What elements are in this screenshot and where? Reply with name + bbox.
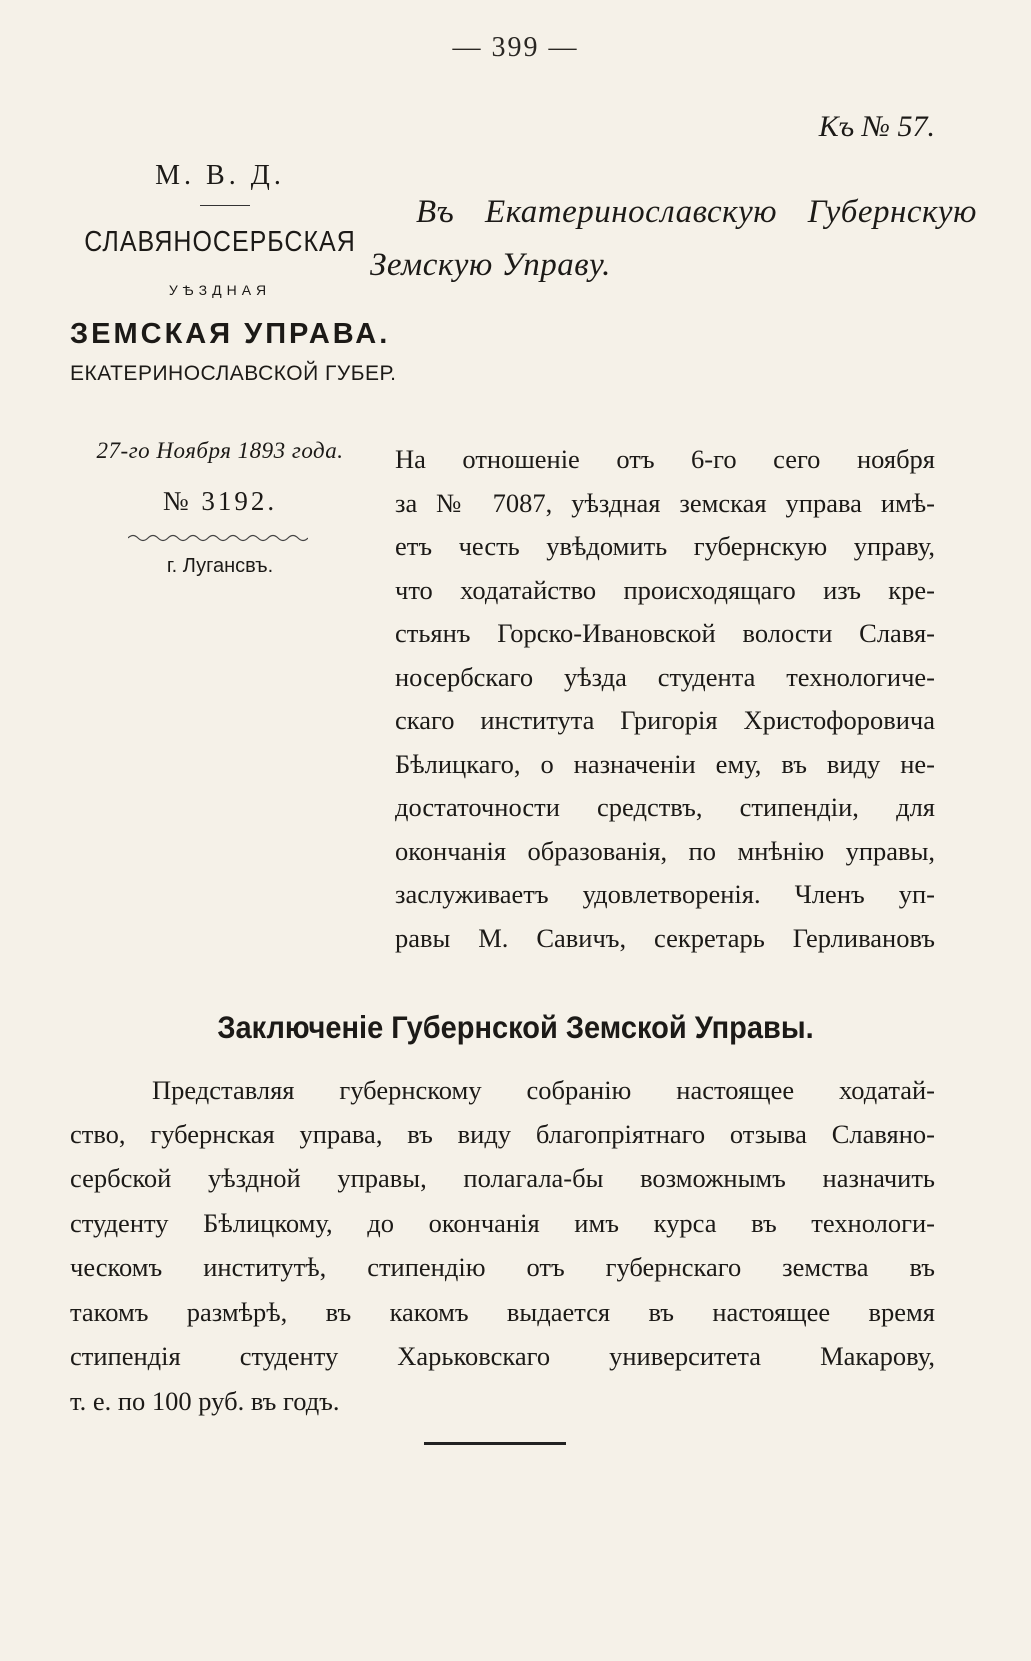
letter-line: что ходатайство происходящаго изъ кре- <box>395 574 935 605</box>
letter-line: етъ честь увѣдомить губернскую управу, <box>395 531 935 561</box>
conclusion-line: студенту Бѣлицкому, до окончанія имъ курса въ технологи- <box>70 1207 935 1238</box>
letter-line: носербскаго уѣзда студента технологиче- <box>395 661 935 692</box>
page-number: — 399 — <box>452 32 579 63</box>
letter-line: за № 7087, уѣздная земская управа имѣ- <box>395 487 935 518</box>
ministry-abbreviation: М. В. Д. <box>155 160 285 191</box>
addressee-line-1: Въ Екатеринославскую Губернскую <box>416 194 977 230</box>
reference-number: Къ № 57. <box>818 110 935 143</box>
letter-body <box>395 438 935 960</box>
conclusion-line: стипендія студенту Харьковскаго университета Макарову, <box>70 1341 935 1371</box>
conclusion-line: т. е. по 100 руб. въ годъ. <box>70 1385 340 1416</box>
conclusion-line: Представляя губернскому собранію настоящее ходатай- <box>152 1075 935 1105</box>
letter-line: На отношеніе отъ 6-го сего ноября <box>395 444 935 474</box>
conclusion-line: ство, губернская управа, въ виду благопріятнаго отзыва Славяно- <box>70 1118 935 1149</box>
conclusion-body <box>70 1068 935 1423</box>
conclusion-title: Заключеніе Губернской Земской Управы. <box>217 1010 814 1046</box>
letter-date: 27-го Ноября 1893 года. <box>96 438 344 463</box>
letter-line: скаго института Григорія Христофоровича <box>395 705 935 735</box>
letter-line: достаточности средствъ, стипендіи, для <box>395 792 935 822</box>
conclusion-line: такомъ размѣрѣ, въ какомъ выдается въ настоящее время <box>70 1296 935 1327</box>
divider-rule <box>200 205 250 206</box>
board-name: ЗЕМСКАЯ УПРАВА. <box>70 318 391 350</box>
closing-rule <box>424 1442 566 1445</box>
letter-line: стьянъ Горско-Ивановской волости Славя- <box>395 618 935 648</box>
letter-line: окончанія образованія, по мнѣнію управы, <box>395 835 935 866</box>
letter-line: равы М. Савичъ, секретарь Герливановъ <box>395 922 935 953</box>
wavy-divider <box>128 532 308 544</box>
district-kind: УѢЗДНАЯ <box>168 282 272 298</box>
province-name: ЕКАТЕРИНОСЛАВСКОЙ ГУБЕР. <box>70 362 397 385</box>
city-name: г. Лугансвъ. <box>166 555 274 577</box>
outgoing-number: № 3192. <box>162 486 278 516</box>
letter-line: Бѣлицкаго, о назначеніи ему, въ виду не- <box>395 748 935 779</box>
letter-line: заслуживаетъ удовлетворенія. Членъ уп- <box>395 879 935 909</box>
conclusion-line: ческомъ институтѣ, стипендію отъ губернскаго земства въ <box>70 1252 935 1282</box>
conclusion-line: сербской уѣздной управы, полагала-бы возможнымъ назначить <box>70 1163 935 1193</box>
addressee-line-2: Земскую Управу. <box>370 247 611 283</box>
district-name: СЛАВЯНОСЕРБСКАЯ <box>84 225 356 259</box>
